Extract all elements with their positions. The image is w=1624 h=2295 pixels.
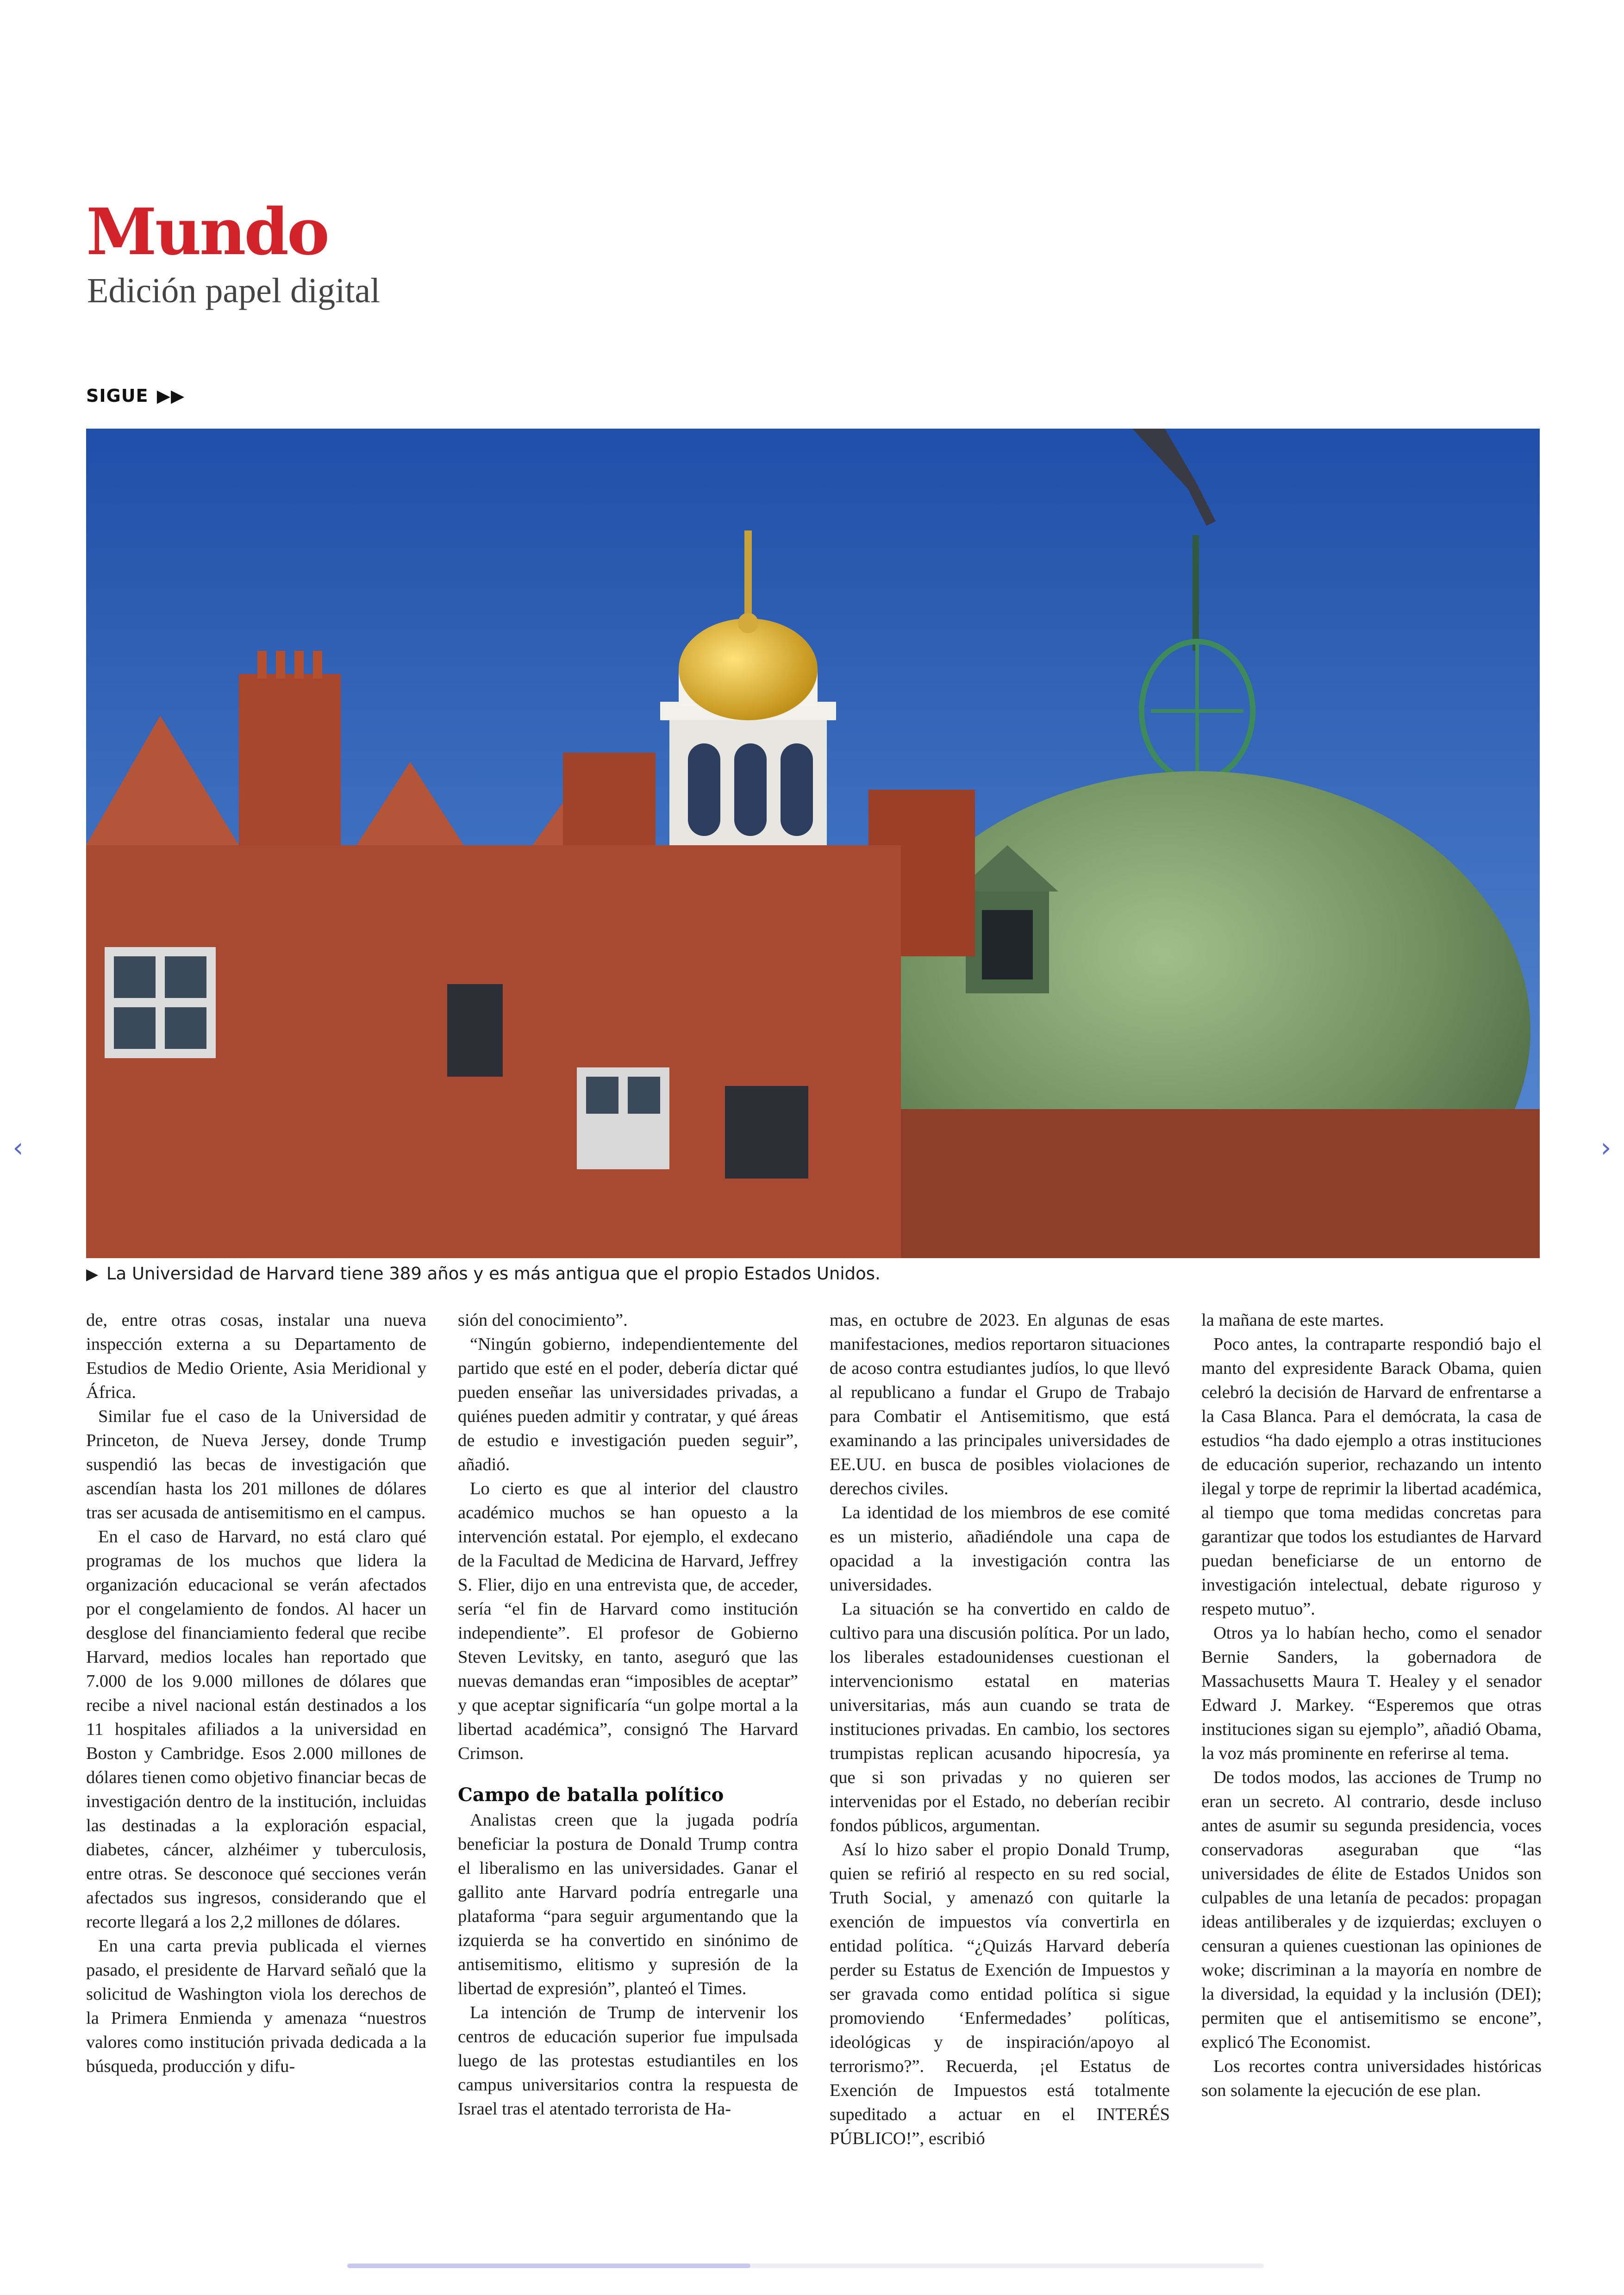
caption-text: La Universidad de Harvard tiene 389 años y es más antigua que el propio Estados Unidos. [106,1264,881,1284]
article-body [86,1308,1542,2151]
paragraph: “Ningún gobierno, independientemente del partido que esté en el poder, debería dictar qué pueden enseñar las universidades privadas, a quiénes pueden admitir y contratar, y qué áreas de estudio e investigación pueden seguir”, añadió. [458,1335,798,1474]
paragraph: Otros ya lo habían hecho, como el senador Bernie Sanders, la gobernadora de Massachusetts Maura T. Healey y el senador Edward J. Markey. “Esperemos que otras instituciones sigan su ejemplo”, añadió Obama, la voz más prominente en referirse al tema. [1201,1623,1542,1763]
article-column-3 [830,1308,1170,2151]
page-progress-fill [347,2264,750,2268]
paragraph: la mañana de este martes. [1201,1310,1384,1330]
paragraph: La intención de Trump de intervenir los centros de educación superior fue impulsada luego de las protestas estudiantiles en los campus universitarios contra la respuesta de Israel tras el atentado terrorista de Ha- [458,2003,798,2119]
paragraph: En el caso de Harvard, no está claro qué programas de los muchos que lidera la organización educacional se verán afectados por el congelamiento de fondos. Al hacer un desglose del financiamiento federal que recibe Harvard, medios locales han reportado que 7.000 de los 9.000 millones de dólares que recibe a nivel nacional están destinados a los 11 hospitales afiliados a la universidad en Boston y Cambridge. Esos 2.000 millones de dólares tienen como objetivo financiar becas de investigación dentro de la institución, incluidas las destinadas a la exploración espacial, diabetes, cáncer, alzhéimer y tuberculosis, entre otras. Se desconoce qué secciones verán afectados sus ingresos, considerando que el recorte llegará a los 2,2 millones de dólares. [86,1527,426,1932]
chevron-right-icon: › [1600,1132,1612,1163]
paragraph: En una carta previa publicada el viernes pasado, el presidente de Harvard señaló que la solicitud de Washington viola los derechos de la Primera Enmienda y amenaza “nuestros valores como institución privada dedicada a la búsqueda, producción y difu- [86,1936,426,2076]
paragraph: mas, en octubre de 2023. En algunas de esas manifestaciones, medios reportaron situaciones de acoso contra estudiantes judíos, lo que llevó al republicano a fundar el Grupo de Trabajo para Combatir el Antisemitismo, que está examinando a las principales universidades de EE.UU. en busca de posibles violaciones de derechos civiles. [830,1310,1170,1498]
article-subhead: Campo de batalla político [458,1784,724,1806]
double-play-icon: ▶▶ [156,386,185,406]
paragraph: de, entre otras cosas, instalar una nueva inspección externa a su Departamento de Estudios de Medio Oriente, Asia Meridional y África. [86,1310,426,1402]
next-page-button[interactable] [1590,1131,1622,1164]
paragraph: Lo cierto es que al interior del claustro académico muchos se han opuesto a la intervención estatal. Por ejemplo, el exdecano de la Facultad de Medicina de Harvard, Jeffrey S. Flier, dijo en una entrevista que, de acceder, sería “el fin de Harvard como institución independiente”. El profesor de Gobierno Steven Levitsky, en tanto, aseguró que las nuevas demandas eran “imposibles de aceptar” y que aceptar significaría “un golpe mortal a la libertad académica”, consignó The Harvard Crimson. [458,1479,798,1763]
paragraph: La situación se ha convertido en caldo de cultivo para una discusión política. Por un lado, los liberales estadounidenses cuestionan el intervencionismo estatal en materias universitarias, más aun cuando se trata de instituciones privadas. En cambio, los sectores trumpistas replican acusando hipocresía, ya que si son privadas y no quieren ser intervenidas por el Estado, no deberían recibir fondos públicos, argumentan. [830,1599,1170,1835]
play-arrow-icon: ▶ [86,1265,99,1284]
harvard-buildings-illustration [86,429,1540,1258]
edition-subtitle: Edición papel digital [87,271,381,310]
continue-link[interactable] [86,387,185,405]
paragraph: Los recortes contra universidades históricas son solamente la ejecución de ese plan. [1201,2057,1542,2100]
article-column-1 [86,1308,426,2151]
harvard-photo [86,429,1540,1258]
paragraph: Analistas creen que la jugada podría beneficiar la postura de Donald Trump contra el liberalismo en las universidades. Ganar el gallito ante Harvard podría entregarle una plataforma “para seguir argumentando que la izquierda se ha convertido en sinónimo de antisemitismo, elitismo y supresión de la libertad de expresión”, planteó el Times. [458,1810,798,1998]
paragraph: La identidad de los miembros de ese comité es un misterio, añadiéndole una capa de opacidad a la investigación contra las universidades. [830,1503,1170,1595]
article-column-2 [458,1308,798,2151]
chevron-left-icon: ‹ [12,1132,24,1163]
article-column-4 [1201,1308,1542,2151]
paragraph: Así lo hizo saber el propio Donald Trump, quien se refirió al respecto en su red social, Truth Social, y amenazó con quitarle la exención de impuestos vía convertirla en entidad política. “¿Quizás Harvard debería perder su Estatus de Exención de Impuestos y ser gravada como entidad política si sigue promoviendo ‘Enfermedades’ políticas, ideológicas y de inspiración/apoyo al terrorismo?”. Recuerda, ¡el Estatus de Exención de Impuestos está totalmente supeditado a actuar en el INTERÉS PÚBLICO!”, escribió [830,1840,1170,2148]
paragraph: sión del conocimiento”. [458,1310,628,1330]
prev-page-button[interactable] [2,1131,34,1164]
paragraph: Similar fue el caso de la Universidad de Princeton, de Nueva Jersey, donde Trump suspendió las becas de investigación que ascendían hasta los 201 millones de dólares tras ser acusada de antisemitismo en el campus. [86,1407,426,1522]
page-progress-bar[interactable] [347,2264,1264,2268]
photo-caption [86,1263,1540,1285]
paragraph: De todos modos, las acciones de Trump no eran un secreto. Al contrario, desde incluso antes de asumir su segunda presidencia, voces conservadoras aseguraban que “las universidades de élite de Estados Unidos son culpables de una letanía de pecados: propagan ideas antiliberales y de izquierdas; excluyen o censuran a quienes cuestionan las opiniones de woke; discriminan a la mayoría en nombre de la diversidad, la equidad y la inclusión (DEI); permiten que el antisemitismo se encone”, explicó The Economist. [1201,1768,1542,2052]
paragraph: Poco antes, la contraparte respondió bajo el manto del expresidente Barack Obama, quien celebró la decisión de Harvard de enfrentarse a la Casa Blanca. Para el demócrata, la casa de estudios “ha dado ejemplo a otras instituciones de educación superior, rechazando un intento ilegal y torpe de reprimir la libertad académica, al tiempo que toma medidas concretas para garantizar que todos los estudiantes de Harvard puedan beneficiarse de un entorno de investigación intelectual, debate riguroso y respeto mutuo”. [1201,1335,1542,1619]
section-title: Mundo [86,194,328,269]
continue-label: SIGUE [86,386,149,406]
